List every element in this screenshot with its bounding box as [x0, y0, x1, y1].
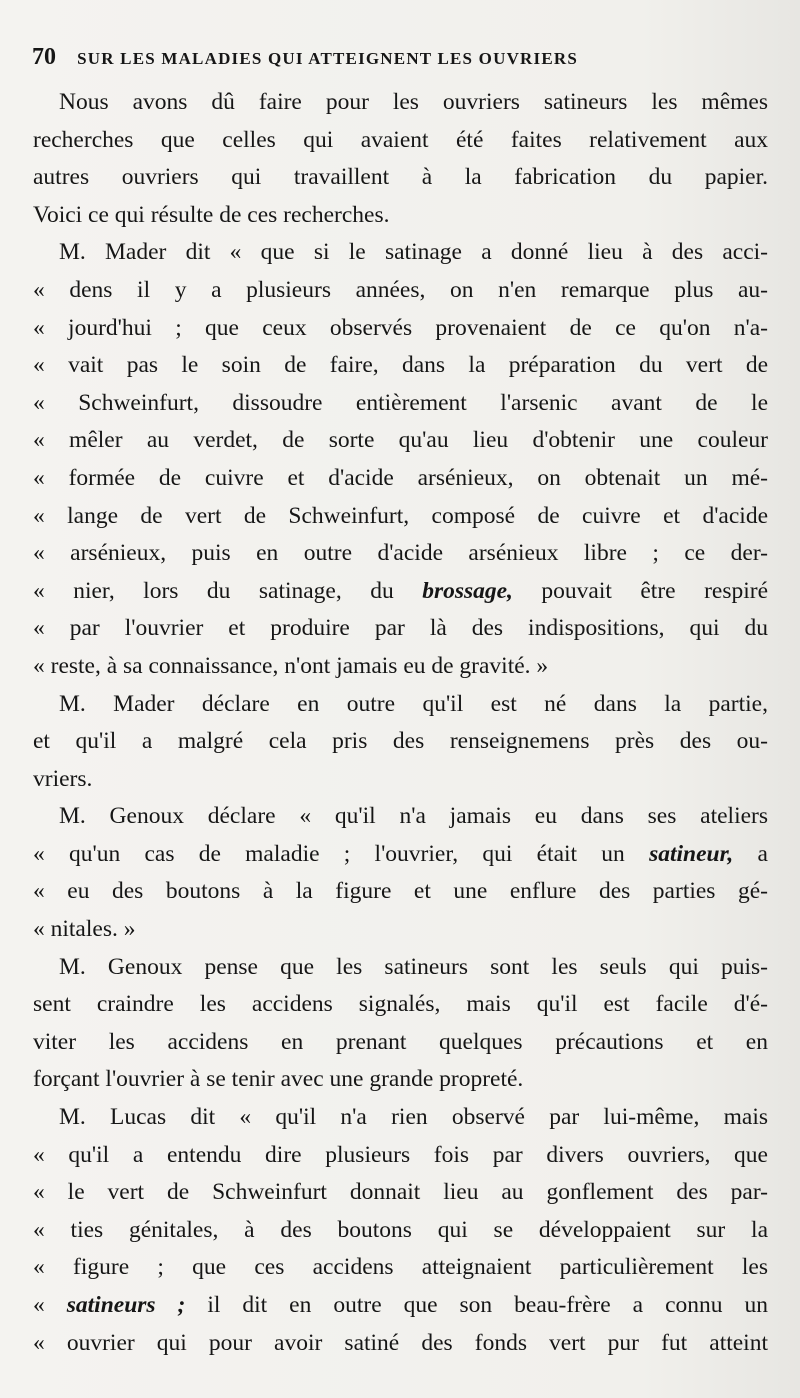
text-line: « nitales. »	[33, 916, 136, 943]
text-line: viter les accidens en prenant quelques précautions et en	[33, 1028, 768, 1055]
text-line: recherches que celles qui avaient été faites relativement aux	[33, 126, 768, 153]
text-line: M. Mader déclare en outre qu'il est né dans la partie,	[59, 690, 768, 717]
text-line: M. Lucas dit « qu'il n'a rien observé par lui-même, mais	[59, 1104, 768, 1131]
italic-term: brossage,	[422, 577, 513, 604]
text-line: « le vert de Schweinfurt donnait lieu au gonflement des par-	[33, 1179, 768, 1206]
italic-term: satineurs ;	[66, 1292, 186, 1318]
text-line: Voici ce qui résulte de ces recherches.	[33, 201, 390, 228]
text-line: « arsénieux, puis en outre d'acide arsénieux libre ; ce der-	[33, 540, 768, 567]
text-line: « reste, à sa connaissance, n'ont jamais eu de gravité. »	[33, 652, 549, 679]
text-line: sent craindre les accidens signalés, mais qu'il est facile d'é-	[33, 991, 768, 1018]
text-line: « jourd'hui ; que ceux observés provenaient de ce qu'on n'a-	[33, 314, 768, 341]
text-line: et qu'il a malgré cela pris des renseignemens près des ou-	[33, 728, 768, 755]
text-line: « qu'il a entendu dire plusieurs fois par divers ouvriers, que	[33, 1141, 768, 1168]
text-line: M. Genoux déclare « qu'il n'a jamais eu dans ses ateliers	[59, 803, 768, 830]
text-line: « ties génitales, à des boutons qui se développaient sur la	[33, 1216, 768, 1243]
text-line: « par l'ouvrier et produire par là des indispositions, qui du	[33, 615, 768, 642]
text-line: « lange de vert de Schweinfurt, composé de cuivre et d'acide	[33, 502, 768, 529]
italic-term: satineur,	[649, 840, 734, 867]
text-line: « figure ; que ces accidens atteignaient particulièrement les	[33, 1254, 768, 1281]
text-line: « eu des boutons à la figure et une enflure des parties gé-	[33, 878, 768, 905]
text-line: « nier, lors du satinage, du brossage, pouvait être respiré	[33, 577, 768, 604]
text-line: Nous avons dû faire pour les ouvriers satineurs les mêmes	[59, 89, 768, 115]
text-line: « formée de cuivre et d'acide arsénieux, on obtenait un mé-	[33, 464, 768, 491]
text-line: « ouvrier qui pour avoir satiné des fonds vert pur fut atteint	[33, 1329, 768, 1356]
text-line: M. Genoux pense que les satineurs sont les seuls qui puis-	[59, 953, 768, 980]
text-line: « qu'un cas de maladie ; l'ouvrier, qui était un satineur, a	[33, 840, 768, 867]
text-line: « dens il y a plusieurs années, on n'en remarque plus au-	[33, 276, 768, 303]
text-line: M. Mader dit « que si le satinage a donné lieu à des acci-	[59, 239, 768, 266]
text-line: vriers.	[33, 765, 93, 792]
text-line: « mêler au verdet, de sorte qu'au lieu d'obtenir une couleur	[33, 427, 768, 454]
body-text	[33, 84, 768, 1362]
text-line: « satineurs ; il dit en outre que son beau-frère a connu un	[33, 1292, 768, 1318]
text-line: forçant l'ouvrier à se tenir avec une grande propreté.	[33, 1066, 524, 1093]
page-number: 70	[32, 44, 56, 70]
running-head: SUR LES MALADIES QUI ATTEIGNENT LES OUVRIERS	[77, 49, 579, 68]
text-line: « Schweinfurt, dissoudre entièrement l'arsenic avant de le	[33, 389, 768, 416]
text-line: « vait pas le soin de faire, dans la préparation du vert de	[33, 352, 768, 379]
text-line: autres ouvriers qui travaillent à la fabrication du papier.	[33, 164, 768, 191]
page-header	[32, 44, 772, 74]
